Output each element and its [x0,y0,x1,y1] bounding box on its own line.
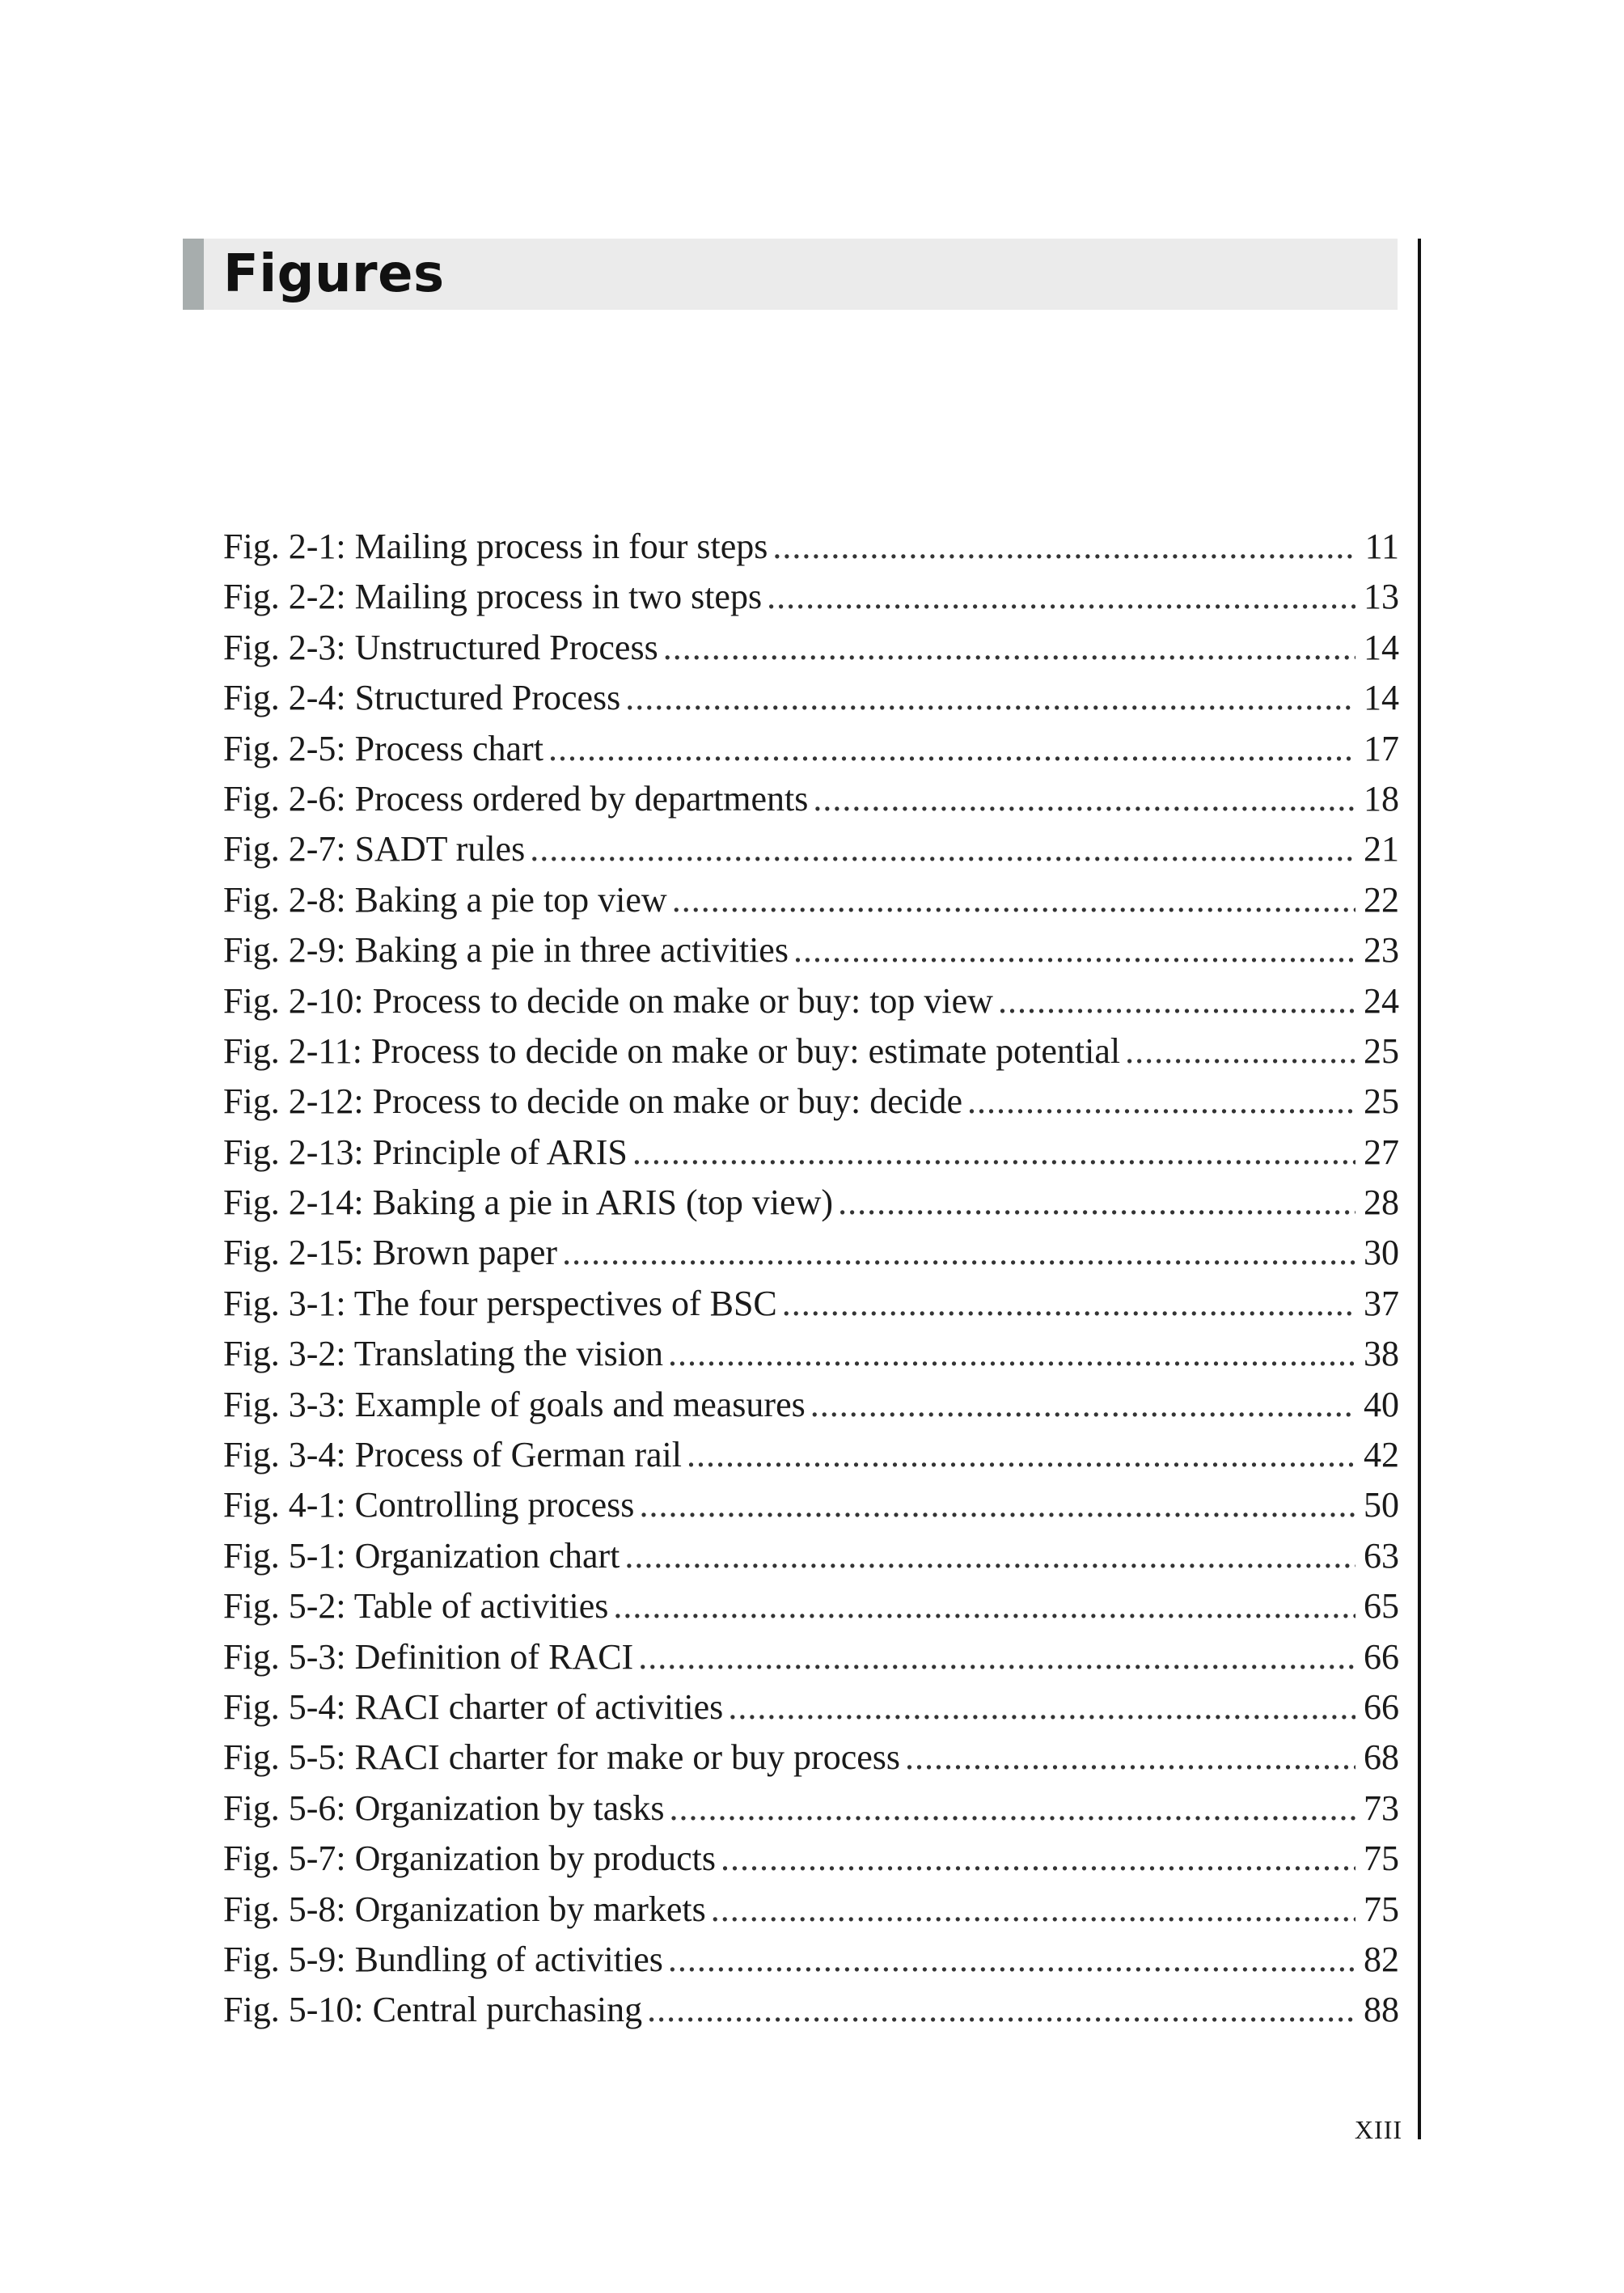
figure-page-number: 14 [1364,627,1399,667]
figure-entry[interactable] [223,824,1399,874]
figure-entry[interactable] [223,1935,1399,1985]
figure-label: Fig. 3-4: Process of German rail [223,1435,682,1475]
figure-entry[interactable] [223,724,1399,774]
figure-page-number: 88 [1364,1990,1399,2030]
figure-page-number: 75 [1364,1838,1399,1879]
dot-leader [668,1329,1355,1379]
figure-label: Fig. 5-7: Organization by products [223,1838,716,1879]
figure-entry[interactable] [223,1228,1399,1278]
figure-page-number: 18 [1364,778,1399,819]
figure-label: Fig. 5-5: RACI charter for make or buy process [223,1737,901,1778]
figure-page-number: 38 [1364,1334,1399,1374]
dot-leader [672,875,1355,925]
dot-leader [782,1279,1355,1329]
figure-label: Fig. 2-10: Process to decide on make or buy: top view [223,980,993,1021]
dot-leader [687,1430,1355,1480]
dot-leader [767,572,1355,622]
figure-entry[interactable] [223,1026,1399,1077]
figure-entry[interactable] [223,1178,1399,1228]
figure-entry[interactable] [223,1985,1399,2035]
figure-entry[interactable] [223,1380,1399,1430]
dot-leader [663,623,1355,673]
figure-label: Fig. 2-15: Brown paper [223,1233,558,1273]
figure-label: Fig. 5-10: Central purchasing [223,1990,643,2030]
dot-leader [530,824,1355,874]
figure-label: Fig. 5-1: Organization chart [223,1535,620,1576]
figure-label: Fig. 2-9: Baking a pie in three activities [223,930,789,971]
figure-entry[interactable] [223,1783,1399,1834]
figure-label: Fig. 3-3: Example of goals and measures [223,1384,806,1424]
figure-label: Fig. 2-2: Mailing process in two steps [223,577,763,617]
margin-rule [1418,239,1421,2139]
figure-page-number: 21 [1364,829,1399,869]
figure-page-number: 14 [1364,678,1399,718]
figure-page-number: 75 [1364,1889,1399,1929]
figure-entry[interactable] [223,976,1399,1026]
dot-leader [625,673,1355,723]
figure-label: Fig. 2-7: SADT rules [223,829,526,869]
figure-page-number: 82 [1364,1939,1399,1979]
figure-entry[interactable] [223,623,1399,673]
dot-leader [721,1834,1355,1884]
figure-label: Fig. 2-13: Principle of ARIS [223,1132,628,1172]
dot-leader [548,724,1355,774]
dot-leader [669,1783,1355,1834]
dot-leader [813,774,1355,824]
dot-leader [810,1380,1355,1430]
figure-entry[interactable] [223,1127,1399,1178]
dot-leader [647,1985,1355,2035]
figure-label: Fig. 5-4: RACI charter of activities [223,1686,724,1727]
dot-leader [998,976,1355,1026]
section-heading [183,239,1398,310]
figure-label: Fig. 2-3: Unstructured Process [223,627,658,667]
dot-leader [632,1127,1355,1178]
figure-label: Fig. 5-3: Definition of RACI [223,1636,634,1677]
figure-page-number: 13 [1364,577,1399,617]
figure-label: Fig. 3-1: The four perspectives of BSC [223,1283,777,1323]
figure-entry[interactable] [223,1077,1399,1127]
dot-leader [772,522,1355,572]
dot-leader [1125,1026,1355,1077]
figure-entry[interactable] [223,522,1399,572]
figure-entry[interactable] [223,1682,1399,1732]
figure-entry[interactable] [223,1329,1399,1379]
heading-accent-bar [183,239,204,310]
figure-entry[interactable] [223,1581,1399,1631]
figure-page-number: 23 [1364,930,1399,971]
figure-label: Fig. 2-12: Process to decide on make or buy: decide [223,1081,963,1122]
figure-label: Fig. 2-11: Process to decide on make or buy: estimate potential [223,1030,1121,1071]
figure-label: Fig. 2-6: Process ordered by departments [223,778,809,819]
figure-entry[interactable] [223,774,1399,824]
figure-page-number: 66 [1364,1636,1399,1677]
figure-entry[interactable] [223,1430,1399,1480]
page-number: XIII [1354,2115,1402,2144]
dot-leader [838,1178,1355,1228]
figure-page-number: 17 [1364,728,1399,768]
figure-entry[interactable] [223,1632,1399,1682]
figure-label: Fig. 2-1: Mailing process in four steps [223,527,768,566]
figure-page-number: 28 [1364,1182,1399,1223]
figure-label: Fig. 5-8: Organization by markets [223,1889,706,1929]
figure-entry[interactable] [223,925,1399,975]
figure-entry[interactable] [223,572,1399,622]
figure-page-number: 37 [1364,1283,1399,1323]
figure-page-number: 63 [1364,1535,1399,1576]
figure-label: Fig. 2-4: Structured Process [223,678,621,718]
dot-leader [624,1531,1355,1581]
figure-page-number: 68 [1364,1737,1399,1778]
figure-entry[interactable] [223,673,1399,723]
dot-leader [967,1077,1355,1127]
figure-page-number: 22 [1364,879,1399,920]
figure-label: Fig. 2-14: Baking a pie in ARIS (top view) [223,1182,834,1223]
dot-leader [639,1480,1355,1530]
list-of-figures [223,522,1399,2036]
figure-page-number: 25 [1364,1030,1399,1071]
figure-entry[interactable] [223,1834,1399,1884]
figure-entry[interactable] [223,1732,1399,1783]
dot-leader [638,1632,1355,1682]
figure-page-number: 42 [1364,1435,1399,1475]
figure-page-number: 24 [1364,980,1399,1021]
figure-entry[interactable] [223,1480,1399,1530]
figure-page-number: 65 [1364,1586,1399,1627]
dot-leader [905,1732,1355,1783]
figure-page-number: 27 [1364,1132,1399,1172]
figure-label: Fig. 5-2: Table of activities [223,1586,609,1627]
figure-entry[interactable] [223,875,1399,925]
figure-page-number: 40 [1364,1384,1399,1424]
figure-label: Fig. 2-5: Process chart [223,728,543,768]
dot-leader [562,1228,1355,1278]
figure-entry[interactable] [223,1885,1399,1935]
figure-page-number: 50 [1364,1485,1399,1525]
figure-label: Fig. 4-1: Controlling process [223,1485,635,1525]
figure-label: Fig. 2-8: Baking a pie top view [223,879,667,920]
figure-label: Fig. 5-9: Bundling of activities [223,1939,663,1979]
figure-page-number: 73 [1364,1787,1399,1828]
page-title: Figures [223,244,445,304]
figure-label: Fig. 5-6: Organization by tasks [223,1787,665,1828]
dot-leader [711,1885,1355,1935]
dot-leader [668,1935,1355,1985]
figure-label: Fig. 3-2: Translating the vision [223,1334,663,1374]
figure-page-number: 66 [1364,1686,1399,1727]
figure-page-number: 25 [1364,1081,1399,1122]
figure-page-number: 30 [1364,1233,1399,1273]
figure-entry[interactable] [223,1531,1399,1581]
figure-entry[interactable] [223,1279,1399,1329]
dot-leader [728,1682,1355,1732]
figure-page-number: 11 [1364,527,1399,566]
dot-leader [793,925,1355,975]
dot-leader [613,1581,1355,1631]
